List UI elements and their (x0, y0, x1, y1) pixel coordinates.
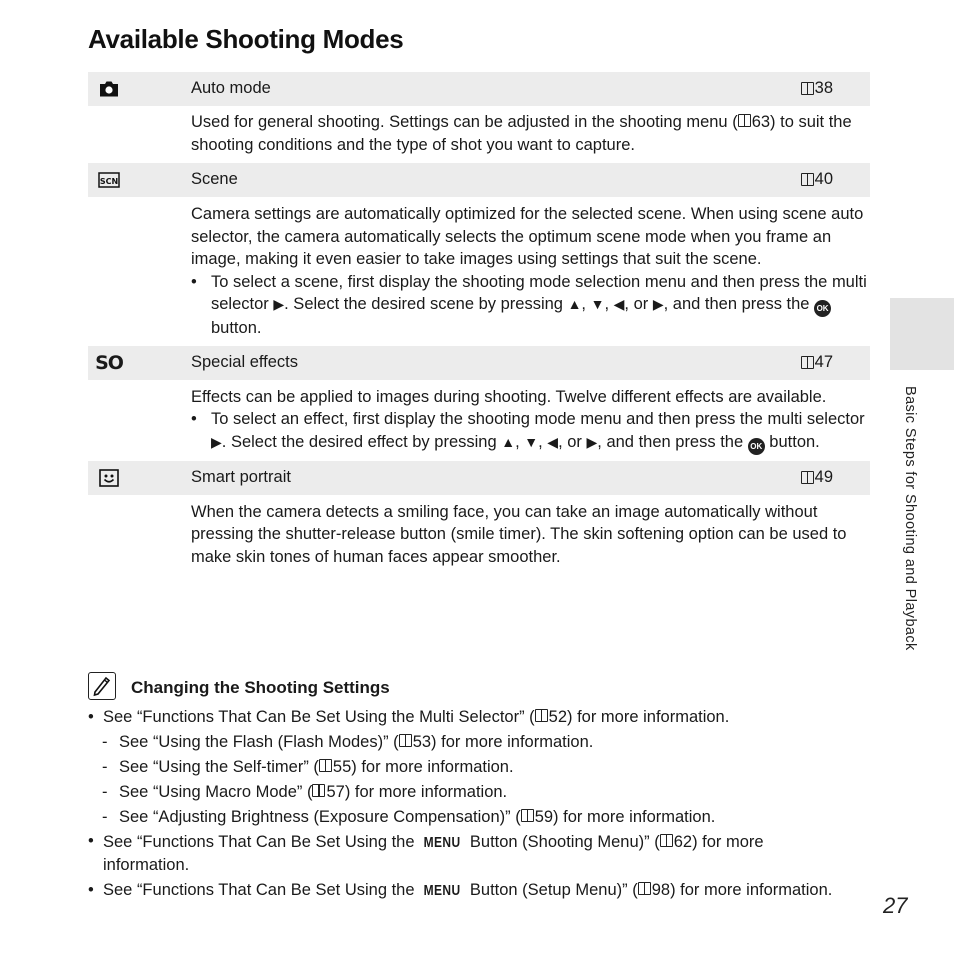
mode-description: Effects can be applied to images during shooting. Twelve different effects are available. • To select an effect, first display the shooting mode menu and then press the multi selector ▶. Select the desired effect by pressing ▲, ▼, ◀, or ▶, and then press the OK button. (88, 380, 870, 461)
down-arrow-icon: ▼ (590, 296, 605, 312)
mode-name: Scene (191, 170, 238, 188)
right-arrow-icon: ▶ (273, 296, 285, 312)
up-arrow-icon: ▲ (501, 433, 516, 450)
mode-name: Smart portrait (191, 467, 291, 486)
mode-row-scene (88, 163, 870, 197)
smart-portrait-icon (98, 469, 120, 487)
pencil-icon (88, 672, 116, 700)
camera-icon (98, 80, 120, 98)
note-list (88, 705, 878, 903)
chapter-label: Basic Steps for Shooting and Playback (902, 386, 918, 651)
book-icon (521, 809, 534, 822)
book-icon (319, 759, 332, 772)
right-arrow-icon: ▶ (211, 433, 222, 450)
down-arrow-icon: ▼ (524, 433, 539, 450)
list-item: - See “Using the Flash (Flash Modes)” ( 53) for more information. (88, 730, 878, 755)
mode-row-special-effects (88, 346, 870, 380)
page-title: Available Shooting Modes (88, 24, 404, 54)
book-icon (801, 82, 814, 95)
scene-icon (98, 171, 120, 189)
book-icon (801, 471, 814, 484)
book-icon (660, 834, 673, 847)
book-icon (738, 114, 751, 127)
instruction-bullet: • To select a scene, first display the shooting mode selection menu and then press the multi selector ▶. Select the desired scene by pressing ▲, ▼, ◀, or ▶, and then press the OK button. (191, 271, 870, 340)
up-arrow-icon: ▲ (567, 296, 582, 312)
mode-row-auto (88, 72, 870, 106)
book-icon (399, 734, 412, 747)
chapter-tab (890, 298, 954, 370)
special-effects-icon: SO (95, 351, 123, 374)
mode-description: Camera settings are automatically optimized for the selected scene. When using scene auto selector, the camera automatically selects the optimum scene mode when you frame an image, making it even easier to take images using settings that suit the scene. • To select a scene, first display the shooting mode selection menu and then press the multi selector ▶. Select the desired scene by pressing ▲, ▼, ◀, or ▶, and then press the OK button. (88, 197, 870, 346)
mode-description: When the camera detects a smiling face, you can take an image automatically without pressing the shutter-release button (smile timer). The skin softening option can be used to make skin tones of human faces appear smoother. (191, 502, 847, 566)
menu-button-label: MENU (423, 834, 461, 851)
mode-description: Used for general shooting. Settings can be adjusted in the shooting menu ( 63) to suit the shooting conditions and the type of shot you want to capture. (191, 113, 852, 154)
page-reference: 47 (801, 353, 833, 372)
instruction-bullet: • To select an effect, first display the shooting mode menu and then press the multi selector ▶. Select the desired effect by pressing ▲, ▼, ◀, or ▶, and then press the OK button. (191, 408, 870, 455)
shooting-modes-table (88, 72, 870, 574)
mode-name: Special effects (191, 352, 299, 371)
list-item: - See “Adjusting Brightness (Exposure Compensation)” ( 59) for more information. (88, 805, 878, 830)
book-icon (638, 882, 651, 895)
book-icon (312, 784, 325, 797)
page-number: 27 (883, 893, 908, 918)
book-icon (801, 356, 814, 369)
menu-button-label: MENU (423, 882, 461, 899)
changing-settings-note (88, 672, 878, 903)
list-item: • See “Functions That Can Be Set Using the Multi Selector” ( 52) for more information. (88, 705, 878, 730)
book-icon (535, 709, 548, 722)
mode-row-smart-portrait (88, 461, 870, 495)
left-arrow-icon: ◀ (547, 433, 559, 450)
right-arrow-icon: ▶ (652, 296, 664, 312)
ok-button-icon: OK (814, 300, 831, 317)
book-icon (801, 173, 814, 186)
page-reference: 38 (801, 79, 833, 98)
list-item: • See “Functions That Can Be Set Using the MENU Button (Shooting Menu)” ( 62) for more information. (88, 830, 803, 878)
mode-name: Auto mode (191, 79, 271, 97)
right-arrow-icon: ▶ (586, 433, 598, 450)
page-reference: 49 (801, 468, 833, 487)
svg-text:SCN: SCN (99, 177, 119, 186)
note-title: Changing the Shooting Settings (131, 678, 390, 697)
left-arrow-icon: ◀ (613, 296, 625, 312)
ok-button-icon: OK (748, 438, 765, 455)
list-item: - See “Using Macro Mode” ( 57) for more information. (88, 780, 878, 805)
list-item: - See “Using the Self-timer” ( 55) for more information. (88, 755, 878, 780)
page-reference: 40 (801, 170, 833, 189)
list-item: • See “Functions That Can Be Set Using the MENU Button (Setup Menu)” ( 98) for more information. (88, 878, 878, 903)
